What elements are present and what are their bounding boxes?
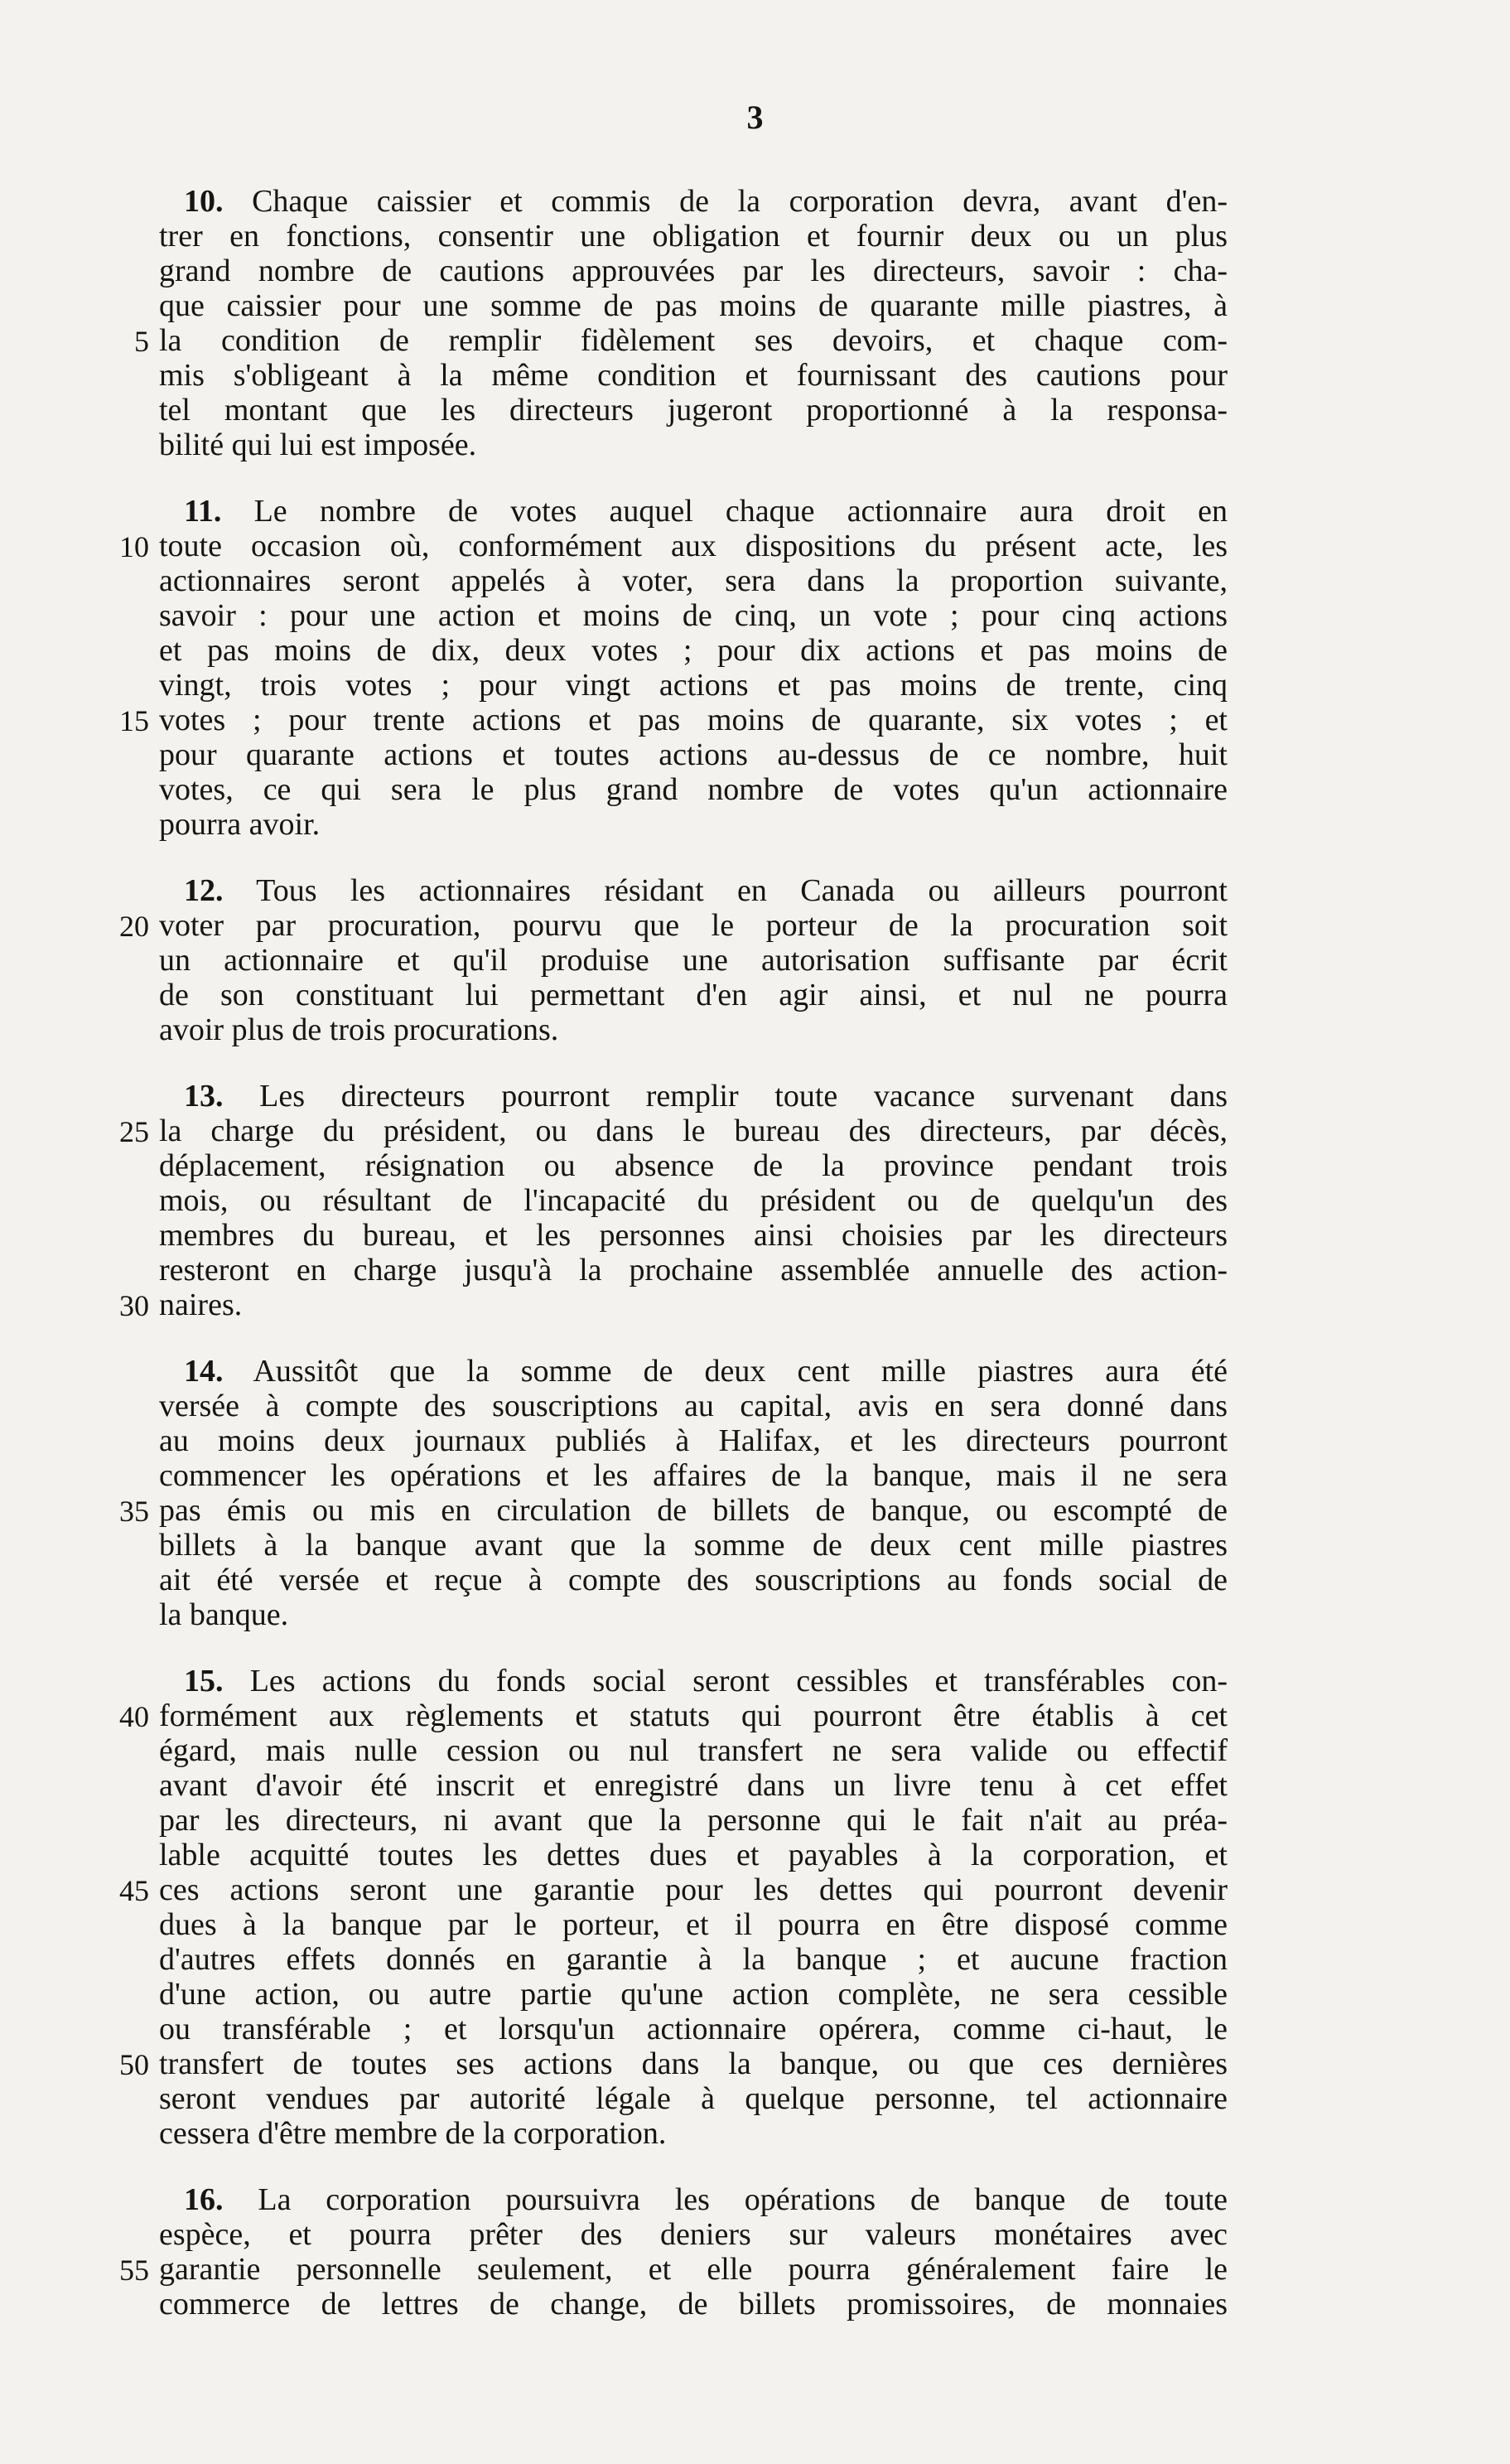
- article-number: 10.: [184, 184, 224, 219]
- article-16-line-4: commerce de lettres de change, de billets promissoires, de monnaies: [159, 2287, 1228, 2321]
- article-14-line-8: la banque.: [159, 1597, 289, 1632]
- article-11-line-1: 11. Le nombre de votes auquel chaque actionnaire aura droit en: [184, 494, 1228, 529]
- article-15-line-14: cessera d'être membre de la corporation.: [159, 2116, 667, 2151]
- margin-line-number: 15: [119, 704, 149, 737]
- article-11-line-3: actionnaires seront appelés à voter, sera dans la proportion suivante,: [159, 563, 1228, 598]
- article-12-line-4: de son constituant lui permettant d'en agir ainsi, et nul ne pourra: [159, 978, 1228, 1012]
- article-13-line-6: resteront en charge jusqu'à la prochaine assemblée annuelle des action-: [159, 1253, 1228, 1288]
- margin-line-number: 35: [119, 1495, 149, 1528]
- article-11-line-8: pour quarante actions et toutes actions au-dessus de ce nombre, huit: [159, 737, 1228, 772]
- margin-line-number: 50: [119, 2048, 149, 2081]
- article-15-line-12: transfert de toutes ses actions dans la banque, ou que ces dernières: [159, 2046, 1228, 2081]
- article-14-line-6: billets à la banque avant que la somme de deux cent mille piastres: [159, 1528, 1228, 1563]
- article-15-line-9: d'autres effets donnés en garantie à la banque ; et aucune fraction: [159, 1942, 1228, 1977]
- article-number: 14.: [184, 1354, 224, 1389]
- article-10-line-2: trer en fonctions, consentir une obligation et fournir deux ou un plus: [159, 219, 1228, 254]
- article-15-line-3: égard, mais nulle cession ou nul transfert ne sera valide ou effectif: [159, 1733, 1228, 1768]
- margin-line-number: 5: [134, 325, 149, 358]
- margin-line-number: 30: [119, 1289, 149, 1322]
- article-13-line-4: mois, ou résultant de l'incapacité du président ou de quelqu'un des: [159, 1183, 1228, 1218]
- article-number: 13.: [184, 1079, 224, 1114]
- article-14-line-3: au moins deux journaux publiés à Halifax, et les directeurs pourront: [159, 1423, 1228, 1458]
- article-13-line-2: la charge du président, ou dans le bureau des directeurs, par décès,: [159, 1114, 1228, 1148]
- article-15-line-4: avant d'avoir été inscrit et enregistré dans un livre tenu à cet effet: [159, 1768, 1228, 1803]
- margin-line-number: 20: [119, 910, 149, 943]
- article-15-line-5: par les directeurs, ni avant que la personne qui le fait n'ait au préa-: [159, 1803, 1228, 1838]
- article-10-line-7: tel montant que les directeurs jugeront proportionné à la responsa-: [159, 393, 1228, 428]
- article-11-line-7: votes ; pour trente actions et pas moins de quarante, six votes ; et: [159, 703, 1228, 737]
- article-15-line-7: ces actions seront une garantie pour les dettes qui pourront devenir: [159, 1872, 1228, 1907]
- margin-line-number: 25: [119, 1115, 149, 1148]
- article-14-line-4: commencer les opérations et les affaires de la banque, mais il ne sera: [159, 1458, 1228, 1493]
- article-14-line-5: pas émis ou mis en circulation de billets de banque, ou escompté de: [159, 1493, 1228, 1528]
- article-10-line-8: bilité qui lui est imposée.: [159, 428, 477, 462]
- article-number: 16.: [184, 2182, 224, 2217]
- article-number: 15.: [184, 1664, 224, 1698]
- margin-line-number: 10: [119, 530, 149, 563]
- article-12-line-3: un actionnaire et qu'il produise une autorisation suffisante par écrit: [159, 943, 1228, 978]
- article-15-line-13: seront vendues par autorité légale à quelque personne, tel actionnaire: [159, 2081, 1228, 2116]
- article-13-line-1: 13. Les directeurs pourront remplir toute vacance survenant dans: [184, 1079, 1228, 1114]
- page-number: 3: [746, 99, 764, 136]
- margin-line-number: 55: [119, 2254, 149, 2287]
- article-15-line-10: d'une action, ou autre partie qu'une action complète, ne sera cessible: [159, 1977, 1228, 2012]
- article-11-line-5: et pas moins de dix, deux votes ; pour dix actions et pas moins de: [159, 633, 1228, 668]
- article-11-line-9: votes, ce qui sera le plus grand nombre de votes qu'un actionnaire: [159, 772, 1228, 807]
- article-10-line-3: grand nombre de cautions approuvées par les directeurs, savoir : cha-: [159, 254, 1228, 288]
- article-14-line-7: ait été versée et reçue à compte des souscriptions au fonds social de: [159, 1563, 1228, 1597]
- article-12-line-5: avoir plus de trois procurations.: [159, 1012, 559, 1047]
- article-15-line-2: formément aux règlements et statuts qui pourront être établis à cet: [159, 1698, 1228, 1733]
- article-11-line-6: vingt, trois votes ; pour vingt actions et pas moins de trente, cinq: [159, 668, 1228, 703]
- article-16-line-3: garantie personnelle seulement, et elle pourra généralement faire le: [159, 2252, 1228, 2287]
- article-16-line-1: 16. La corporation poursuivra les opérations de banque de toute: [184, 2182, 1228, 2217]
- article-13-line-5: membres du bureau, et les personnes ainsi choisies par les directeurs: [159, 1218, 1228, 1253]
- article-11-line-10: pourra avoir.: [159, 807, 321, 842]
- article-15-line-6: lable acquitté toutes les dettes dues et payables à la corporation, et: [159, 1838, 1228, 1872]
- article-15-line-8: dues à la banque par le porteur, et il pourra en être disposé comme: [159, 1907, 1228, 1942]
- margin-line-number: 45: [119, 1874, 149, 1907]
- article-15-line-1: 15. Les actions du fonds social seront cessibles et transférables con-: [184, 1664, 1228, 1698]
- article-13-line-3: déplacement, résignation ou absence de la province pendant trois: [159, 1148, 1228, 1183]
- article-10-line-6: mis s'obligeant à la même condition et fournissant des cautions pour: [159, 358, 1228, 393]
- article-12-line-1: 12. Tous les actionnaires résidant en Canada ou ailleurs pourront: [184, 873, 1228, 908]
- article-12-line-2: voter par procuration, pourvu que le porteur de la procuration soit: [159, 908, 1228, 943]
- article-15-line-11: ou transférable ; et lorsqu'un actionnaire opérera, comme ci-haut, le: [159, 2012, 1228, 2046]
- article-11-line-2: toute occasion où, conformément aux dispositions du présent acte, les: [159, 529, 1228, 563]
- article-13-line-7: naires.: [159, 1288, 243, 1322]
- article-number: 11.: [184, 494, 222, 529]
- margin-line-number: 40: [119, 1700, 149, 1733]
- article-11-line-4: savoir : pour une action et moins de cinq, un vote ; pour cinq actions: [159, 598, 1228, 633]
- article-number: 12.: [184, 873, 224, 908]
- article-10-line-1: 10. Chaque caissier et commis de la corporation devra, avant d'en-: [184, 184, 1228, 219]
- article-16-line-2: espèce, et pourra prêter des deniers sur valeurs monétaires avec: [159, 2217, 1228, 2252]
- article-14-line-2: versée à compte des souscriptions au capital, avis en sera donné dans: [159, 1389, 1228, 1423]
- article-14-line-1: 14. Aussitôt que la somme de deux cent mille piastres aura été: [184, 1354, 1228, 1389]
- article-10-line-4: que caissier pour une somme de pas moins de quarante mille piastres, à: [159, 288, 1228, 323]
- article-10-line-5: la condition de remplir fidèlement ses devoirs, et chaque com-: [159, 323, 1228, 358]
